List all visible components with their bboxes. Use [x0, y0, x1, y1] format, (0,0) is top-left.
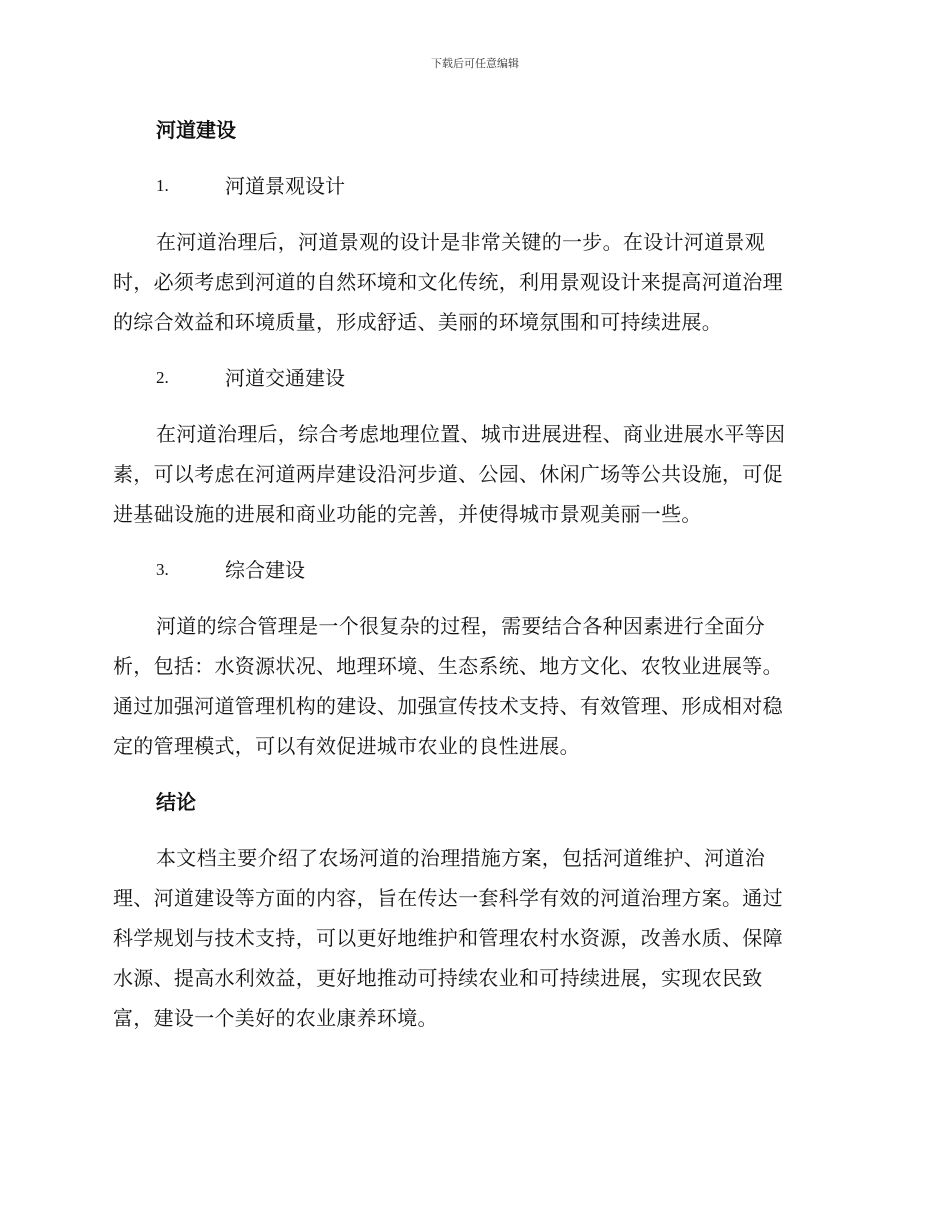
- paragraph-conclusion: [113, 838, 831, 1038]
- item-number: 1.: [156, 176, 169, 195]
- numbered-item-1: [113, 166, 831, 206]
- paragraph-line: 素，可以考虑在河道两岸建设沿河步道、公园、休闲广场等公共设施，可促: [113, 462, 783, 486]
- paragraph-line: 通过加强河道管理机构的建设、加强宣传技术支持、有效管理、形成相对稳: [113, 694, 783, 718]
- paragraph-line: 河道的综合管理是一个很复杂的过程，需要结合各种因素进行全面分: [156, 614, 765, 638]
- paragraph-line: 水源、提高水利效益，更好地推动可持续农业和可持续进展，实现农民致: [113, 966, 763, 990]
- paragraph-line: 析，包括：水资源状况、地理环境、生态系统、地方文化、农牧业进展等。: [113, 654, 783, 678]
- paragraph-line: 时，必须考虑到河道的自然环境和文化传统，利用景观设计来提高河道治理: [113, 270, 783, 294]
- paragraph-line: 富，建设一个美好的农业康养环境。: [113, 1006, 438, 1030]
- item-number: 3.: [156, 560, 169, 579]
- paragraph-line: 进基础设施的进展和商业功能的完善，并使得城市景观美丽一些。: [113, 502, 702, 526]
- item-number: 2.: [156, 368, 169, 387]
- numbered-item-3: [113, 550, 831, 590]
- page-header: 下载后可任意编辑: [431, 57, 519, 70]
- paragraph-line: 在河道治理后，综合考虑地理位置、城市进展进程、商业进展水平等因: [156, 422, 786, 446]
- paragraph-line: 本文档主要介绍了农场河道的治理措施方案，包括河道维护、河道治: [156, 846, 765, 870]
- item-title: 河道景观设计: [225, 174, 345, 198]
- section-heading-conclusion: 结论: [156, 790, 196, 814]
- document-body: [113, 110, 831, 1038]
- paragraph-traffic-construction: [113, 414, 831, 534]
- paragraph-line: 科学规划与技术支持，可以更好地维护和管理农村水资源，改善水质、保障: [113, 926, 783, 950]
- item-title: 河道交通建设: [225, 366, 345, 390]
- paragraph-line: 的综合效益和环境质量，形成舒适、美丽的环境氛围和可持续进展。: [113, 310, 722, 334]
- paragraph-line: 在河道治理后，河道景观的设计是非常关键的一步。在设计河道景观: [156, 230, 765, 254]
- item-title: 综合建设: [225, 558, 305, 582]
- paragraph-comprehensive-construction: [113, 606, 831, 766]
- paragraph-line: 定的管理模式，可以有效促进城市农业的良性进展。: [113, 734, 580, 758]
- numbered-item-2: [113, 358, 831, 398]
- paragraph-line: 理、河道建设等方面的内容，旨在传达一套科学有效的河道治理方案。通过: [113, 886, 783, 910]
- paragraph-landscape-design: [113, 222, 831, 342]
- section-heading-river-construction: 河道建设: [156, 118, 236, 142]
